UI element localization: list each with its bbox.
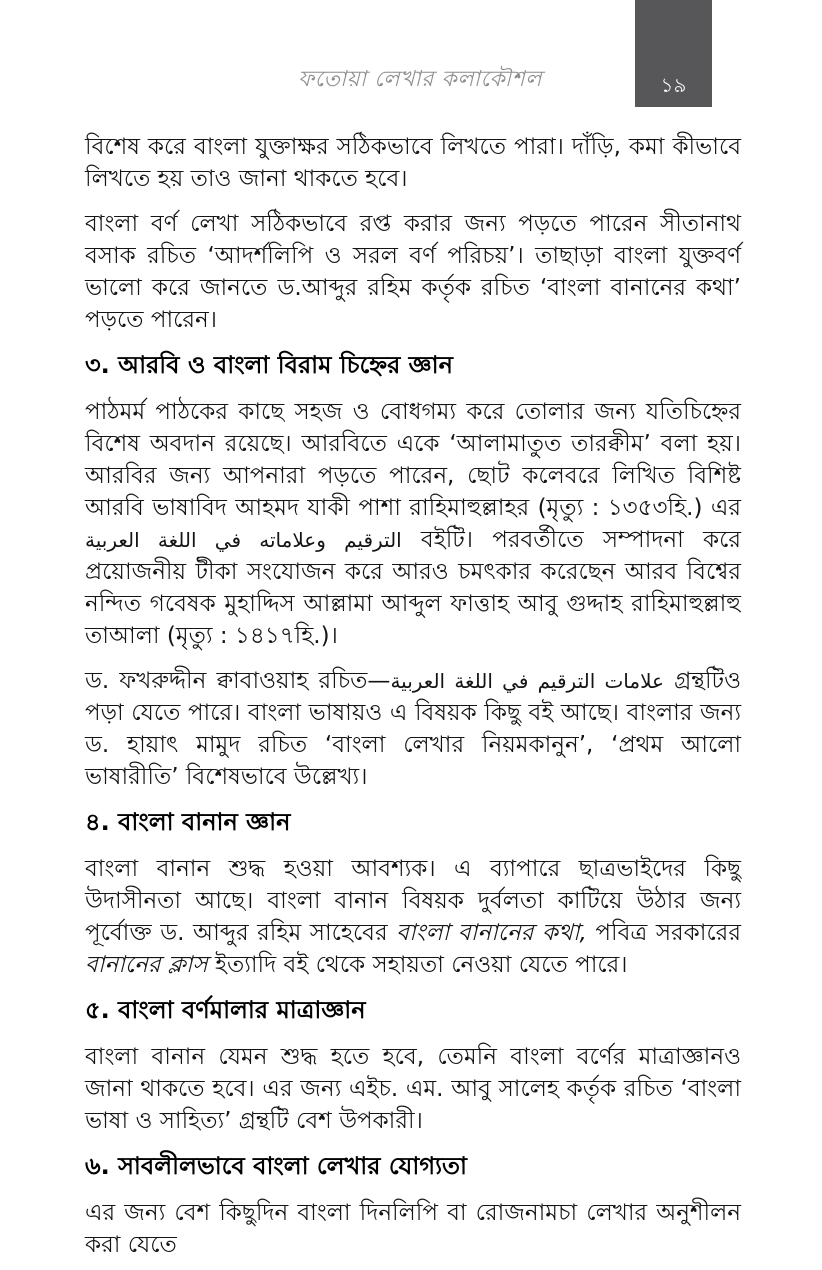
text-segment: বাংলা বানান শুদ্ধ হওয়া আবশ্যক। এ ব্যাপারে ছাত্রভাইদের কিছু উদাসীনতা আছে। বাংলা বানান বিষয়ক দুর্বলতা কাটিয়ে উঠার জন্য পূর্বোক্ত ড. আব্দুর রহিম সাহেবের: [85, 856, 741, 946]
text-segment: পাঠমর্ম পাঠকের কাছে সহজ ও বোধগম্য করে তোলার জন্য যতিচিহ্নের বিশেষ অবদান রয়েছে। আরবিতে একে ‘আলামাতুত তারক্বীম’ বলা হয়। আরবির জন্য আপনারা পড়তে পারেন, ছোট কলেবরে লিখিত বিশিষ্ট আরবি ভাষাবিদ আহমদ যাকী পাশা রাহিমাহুল্লাহর (মৃত্যু : ১৩৫৩হি.) এর: [85, 399, 741, 521]
running-header-title: ফতোয়া লেখার কলাকৌশল: [298, 67, 542, 92]
section-heading-3: ৩. আরবি ও বাংলা বিরাম চিহ্নের জ্ঞান: [85, 351, 453, 379]
text-segment: ড. ফখরুদ্দীন ক্বাবাওয়াহ রচিত—: [85, 668, 391, 694]
italic-book-title: বাংলা বানানের কথা,: [396, 920, 587, 946]
text-segment: গ্রন্থটিও পড়া যেতে পারে। বাংলা ভাষায়ও এ বিষয়ক কিছু বই আছে। বাংলার জন্য ড. হায়াৎ মামুদ রচিত ‘বাংলা লেখার নিয়মকানুন’, ‘প্রথম আলো ভাষারীতি’ বিশেষভাবে উল্লেখ্য।: [85, 668, 742, 790]
paragraph-bangla-borno: বাংলা বর্ণ লেখা সঠিকভাবে রপ্ত করার জন্য পড়তে পারেন সীতানাথ বসাক রচিত ‘আদর্শলিপি ও সরল বর্ণ পরিচয়’। তাছাড়া বাংলা যুক্তবর্ণ ভালো করে জানতে ড.আব্দুর রহিম কর্তৃক রচিত ‘বাংলা বানানের কথা’ পড়তে পারেন।: [85, 211, 741, 333]
page-number-box: [635, 0, 712, 107]
page-content: [85, 131, 741, 1270]
text-segment: ইত্যাদি বই থেকে সহায়তা নেওয়া যেতে পারে।: [207, 952, 628, 978]
page-number: ১৯: [660, 73, 687, 97]
paragraph-sabolil-lekha: এর জন্য বেশ কিছুদিন বাংলা দিনলিপি বা রোজনামচা লেখার অনুশীলন করা যেতে: [85, 1200, 741, 1258]
italic-book-title: বানানের ক্লাস: [85, 952, 208, 978]
paragraph-biram-chinno-1: [85, 396, 741, 652]
paragraph-biram-chinno-2: [85, 665, 741, 793]
arabic-book-title: الترقيم وعلاماته في اللغة العربية: [85, 528, 402, 552]
section-heading-5: ৫. বাংলা বর্ণমালার মাত্রাজ্ঞান: [85, 996, 366, 1024]
section-heading-6: ৬. সাবলীলভাবে বাংলা লেখার যোগ্যতা: [85, 1152, 468, 1180]
text-segment: বইটি। পরবর্তীতে সম্পাদনা করে প্রয়োজনীয় টীকা সংযোজন করে আরও চমৎকার করেছেন আরব বিশ্বের নন্দিত গবেষক মুহাদ্দিস আল্লামা আব্দুল ফাত্তাহ আবু গুদ্দাহ রাহিমাহুল্লাহু তাআলা (মৃত্যু : ১৪১৭হি.)।: [85, 527, 741, 649]
arabic-book-title: علامات الترقيم في اللغة العربية: [390, 669, 664, 693]
paragraph-banan-gyan: [85, 853, 741, 981]
paragraph-matra-gyan: বাংলা বানান যেমন শুদ্ধ হতে হবে, তেমনি বাংলা বর্ণের মাত্রাজ্ঞানও জানা থাকতে হবে। এর জন্য এইচ. এম. আবু সালেহ কর্তৃক রচিত ‘বাংলা ভাষা ও সাহিত্য’ গ্রন্থটি বেশ উপকারী।: [85, 1044, 741, 1134]
text-segment: পবিত্র সরকারের: [586, 920, 741, 946]
section-heading-4: ৪. বাংলা বানান জ্ঞান: [85, 808, 291, 836]
paragraph-juktakkhor: বিশেষ করে বাংলা যুক্তাক্ষর সঠিকভাবে লিখতে পারা। দাঁড়ি, কমা কীভাবে লিখতে হয় তাও জানা থাকতে হবে।: [85, 134, 741, 192]
